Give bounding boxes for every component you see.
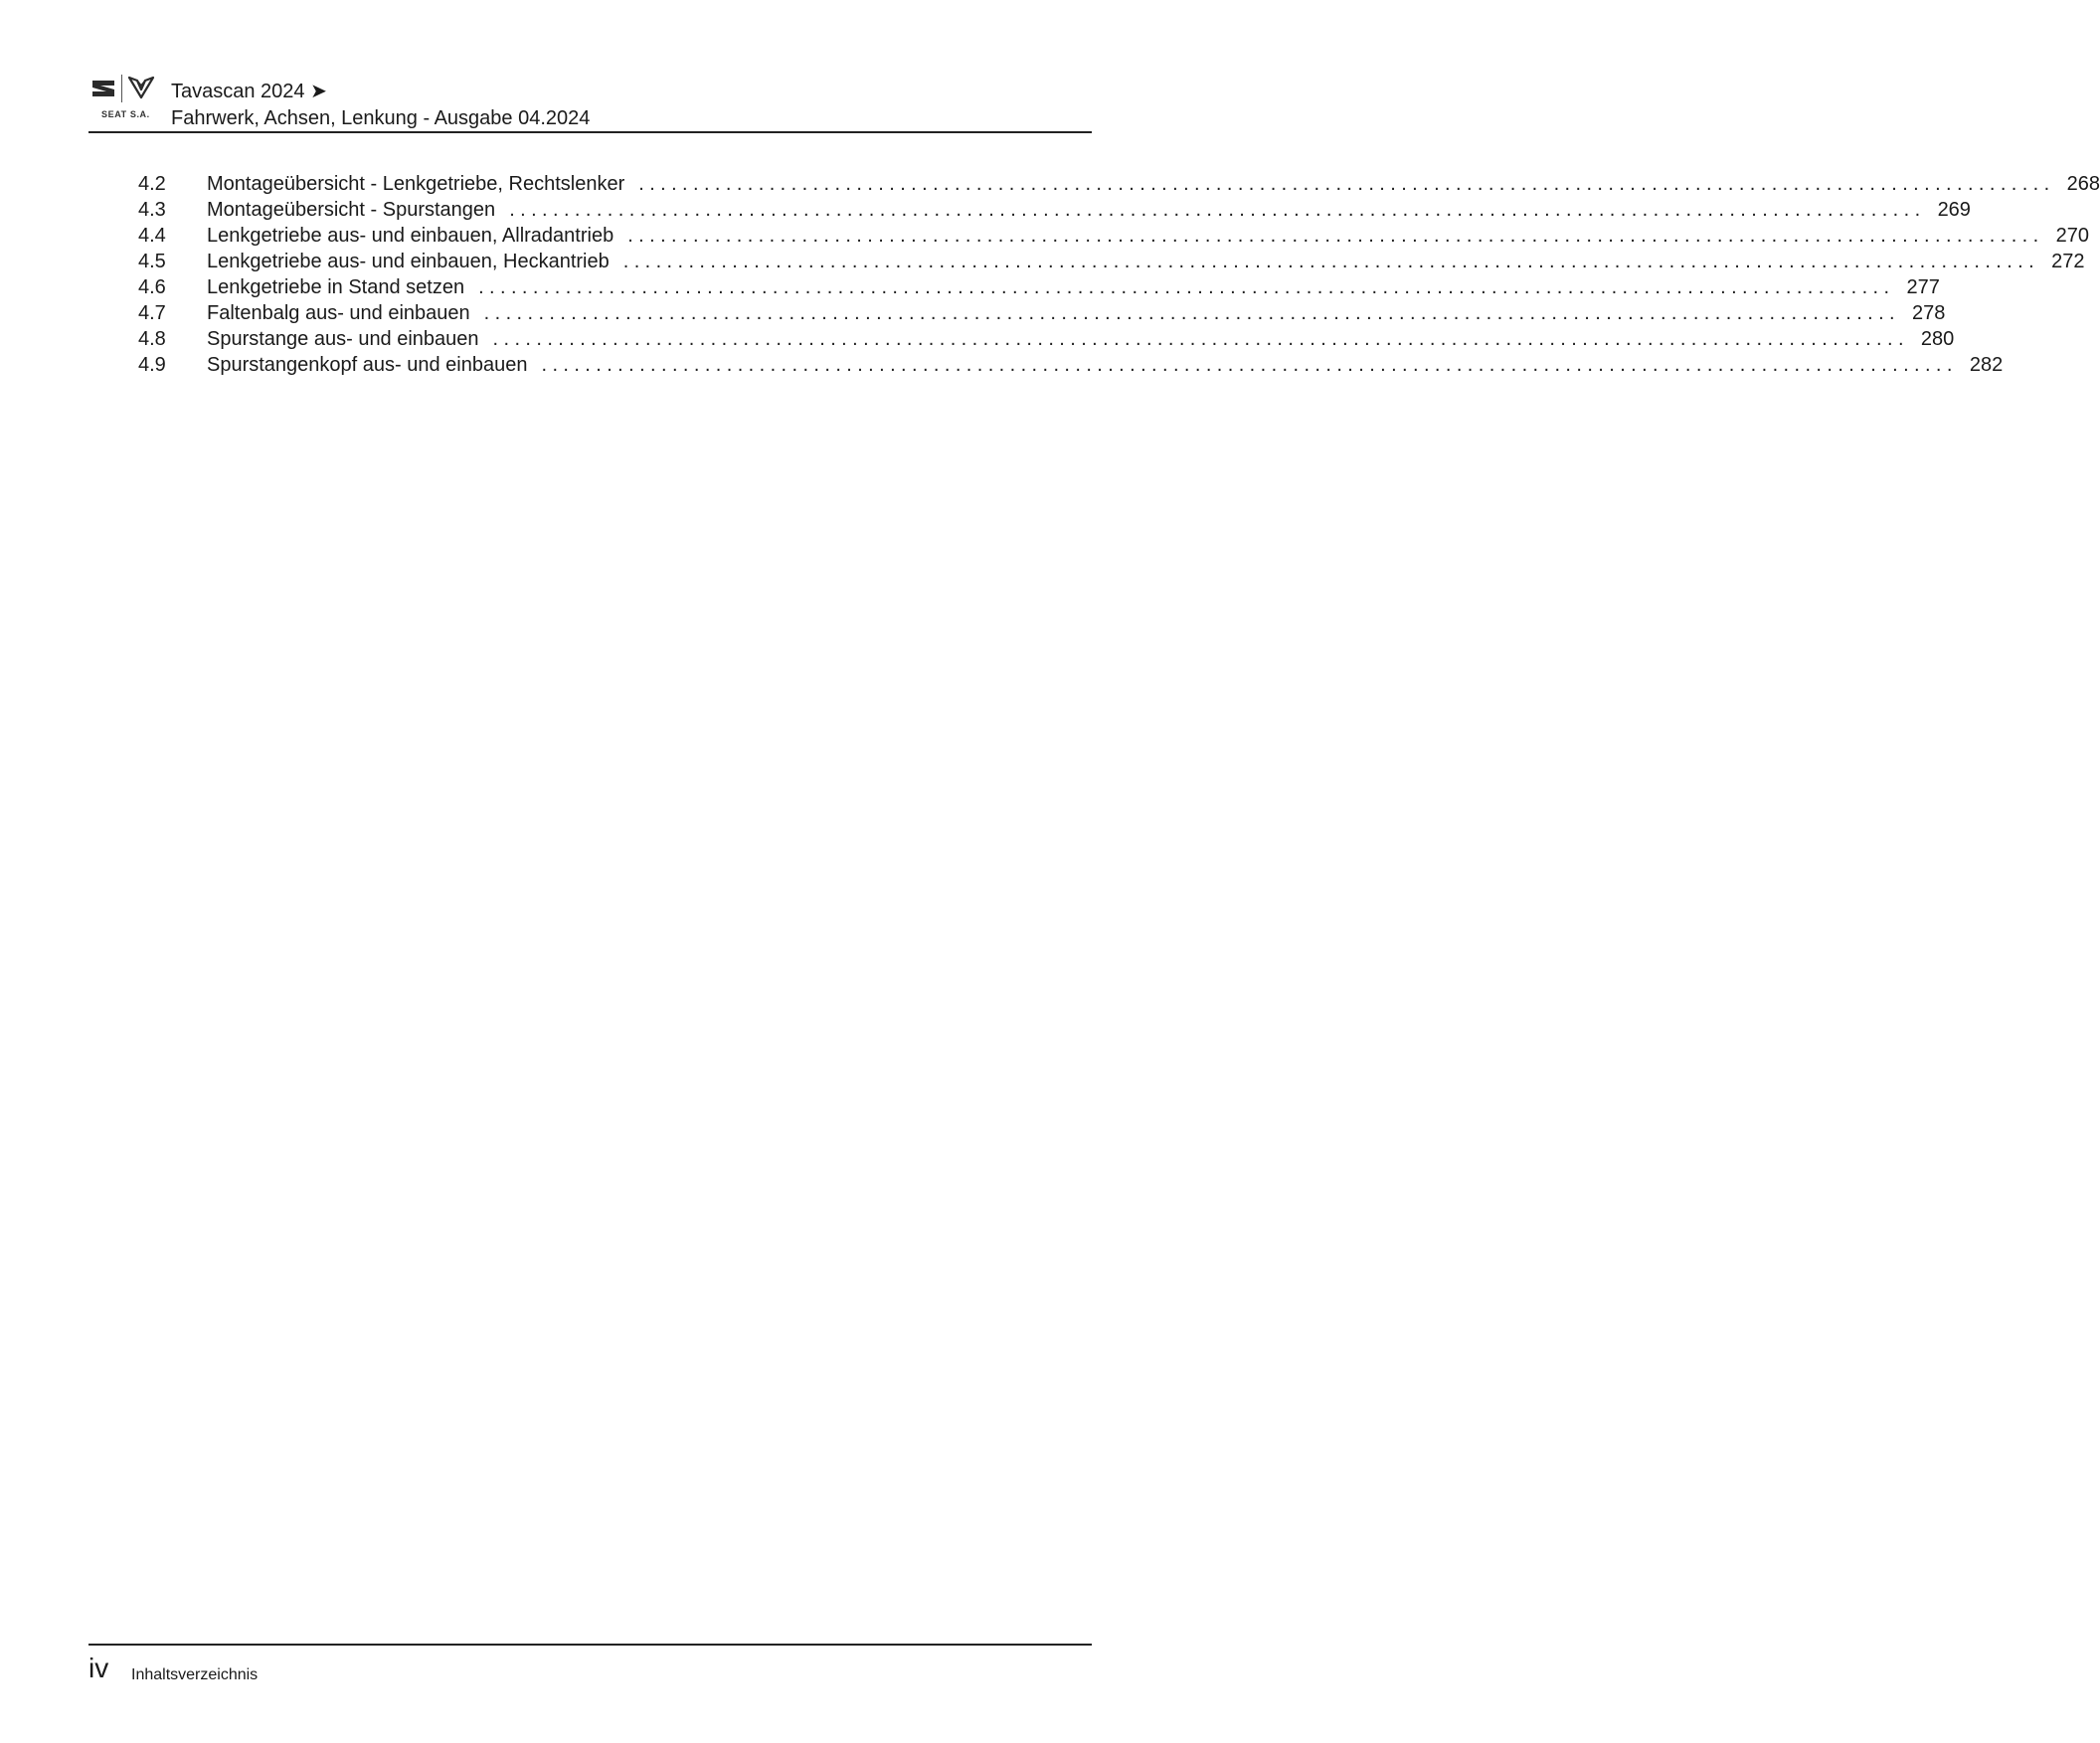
toc-entry-page: 272 <box>2051 251 2085 272</box>
toc-entry-number: 4.4 <box>138 225 166 247</box>
toc-dot-leader: .................................................................................................................................. <box>492 328 1909 350</box>
toc-entry-title: Spurstange aus- und einbauen <box>207 328 479 350</box>
toc-dot-leader: .................................................................................................................................. <box>622 251 2040 272</box>
toc-entry-page: 269 <box>1937 199 1971 221</box>
toc-entry[interactable] <box>138 171 2100 197</box>
toc-entry-title: Montageübersicht - Spurstangen <box>207 199 496 221</box>
toc-entry-title: Faltenbalg aus- und einbauen <box>207 302 470 324</box>
toc-entry-page: 282 <box>1969 354 2004 376</box>
table-of-contents <box>138 171 2100 378</box>
footer-section-label: Inhaltsverzeichnis <box>131 1666 259 1683</box>
document-subtitle: Fahrwerk, Achsen, Lenkung - Ausgabe 04.2024 <box>171 107 591 129</box>
toc-entry-page: 280 <box>1920 328 1955 350</box>
cupra-logo-icon <box>128 76 154 99</box>
header-logos <box>88 74 158 125</box>
toc-entry-number: 4.9 <box>138 354 166 376</box>
toc-entry[interactable] <box>138 249 2085 274</box>
toc-entry-title: Lenkgetriebe aus- und einbauen, Allradantrieb <box>207 225 614 247</box>
seat-logo-icon <box>91 78 115 99</box>
toc-entry-title: Lenkgetriebe in Stand setzen <box>207 276 465 298</box>
toc-entry[interactable] <box>138 300 1946 326</box>
logo-divider <box>121 75 122 102</box>
document-title: Tavascan 2024 ➤ <box>171 81 327 102</box>
toc-entry[interactable] <box>138 326 1955 352</box>
toc-entry-title: Montageübersicht - Lenkgetriebe, Rechtslenker <box>207 173 625 195</box>
toc-dot-leader: .................................................................................................................................. <box>541 354 1958 376</box>
toc-dot-leader: .................................................................................................................................. <box>509 199 1926 221</box>
toc-entry-page: 268 <box>2066 173 2100 195</box>
toc-entry-page: 278 <box>1912 302 1946 324</box>
toc-entry[interactable] <box>138 197 1971 223</box>
toc-entry-title: Spurstangenkopf aus- und einbauen <box>207 354 528 376</box>
toc-entry-number: 4.5 <box>138 251 166 272</box>
toc-entry-number: 4.8 <box>138 328 166 350</box>
toc-entry[interactable] <box>138 274 1940 300</box>
toc-entry-number: 4.3 <box>138 199 166 221</box>
toc-entry-page: 277 <box>1906 276 1940 298</box>
toc-entry-page: 270 <box>2055 225 2089 247</box>
toc-entry-number: 4.7 <box>138 302 166 324</box>
header-rule <box>88 131 1092 133</box>
toc-dot-leader: .................................................................................................................................. <box>638 173 2055 195</box>
toc-entry-title: Lenkgetriebe aus- und einbauen, Heckantrieb <box>207 251 610 272</box>
toc-dot-leader: .................................................................................................................................. <box>483 302 1901 324</box>
footer-rule <box>88 1644 1092 1646</box>
toc-dot-leader: .................................................................................................................................. <box>627 225 2044 247</box>
footer-page-number: iv <box>88 1653 109 1683</box>
toc-dot-leader: .................................................................................................................................. <box>478 276 1895 298</box>
toc-entry[interactable] <box>138 223 2089 249</box>
company-name: SEAT S.A. <box>101 109 150 119</box>
toc-entry[interactable] <box>138 352 2004 378</box>
toc-entry-number: 4.2 <box>138 173 166 195</box>
toc-entry-number: 4.6 <box>138 276 166 298</box>
